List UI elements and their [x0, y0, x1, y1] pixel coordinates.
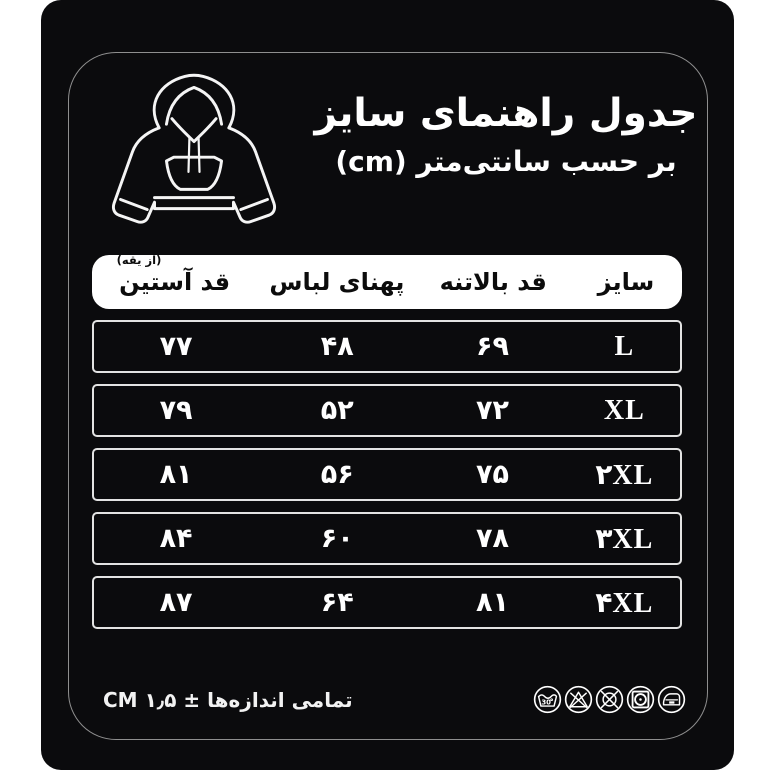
size-cell: XL [603, 394, 645, 426]
tolerance-note: تمامی اندازه‌ها ± ۱٫۵ CM [103, 688, 353, 712]
torso-cell: ۷۸ [476, 523, 509, 554]
hoodie-icon [93, 66, 295, 242]
title-block [296, 92, 716, 178]
hoodie-hood-inner [166, 87, 221, 124]
header-garment-width: پهنای لباس [269, 268, 405, 296]
size-cell: ۳XL [595, 523, 654, 555]
header-sleeve-length [116, 253, 231, 296]
table-row-2xl [92, 448, 682, 501]
hoodie-collar [172, 119, 216, 142]
sleeve-cell: ۷۷ [159, 331, 193, 362]
tumble-dry-icon [626, 685, 655, 714]
page-title: جدول راهنمای سایز [314, 91, 698, 136]
width-cell: ۴۸ [320, 331, 354, 362]
size-table [92, 255, 682, 640]
size-guide-card [41, 0, 734, 770]
torso-cell: ۶۹ [476, 331, 509, 362]
table-row-3xl [92, 512, 682, 565]
wash-30-icon [533, 685, 562, 714]
width-cell: ۶۰ [320, 523, 354, 554]
torso-cell: ۷۵ [476, 459, 509, 490]
header-sleeve-note: (از یقه) [116, 253, 162, 267]
width-cell: ۵۶ [320, 459, 354, 490]
hoodie-pocket [166, 157, 221, 189]
size-cell: L [614, 330, 635, 362]
sleeve-cell: ۸۷ [159, 587, 193, 618]
size-cell: ۴XL [595, 587, 654, 619]
sleeve-cell: ۸۱ [159, 459, 193, 490]
table-row-l [92, 320, 682, 373]
header-torso-length: قد بالاتنه [439, 268, 547, 296]
table-row-4xl [92, 576, 682, 629]
sleeve-cell: ۷۹ [159, 395, 193, 426]
sleeve-cell: ۸۴ [159, 523, 193, 554]
header-size: سایز [597, 268, 655, 296]
size-cell: ۲XL [595, 459, 654, 491]
table-row-xl [92, 384, 682, 437]
page-subtitle: بر حسب سانتی‌متر (cm) [335, 144, 677, 178]
do-not-dry-clean-icon [595, 685, 624, 714]
header-sleeve-label: قد آستین [119, 268, 231, 296]
width-cell: ۶۴ [320, 587, 354, 618]
svg-text:30: 30 [541, 698, 551, 707]
care-icons-group [533, 685, 686, 714]
torso-cell: ۷۲ [476, 395, 509, 426]
table-header-row [92, 255, 682, 309]
torso-cell: ۸۱ [476, 587, 509, 618]
width-cell: ۵۲ [320, 395, 354, 426]
iron-icon [657, 685, 686, 714]
do-not-bleach-icon [564, 685, 593, 714]
